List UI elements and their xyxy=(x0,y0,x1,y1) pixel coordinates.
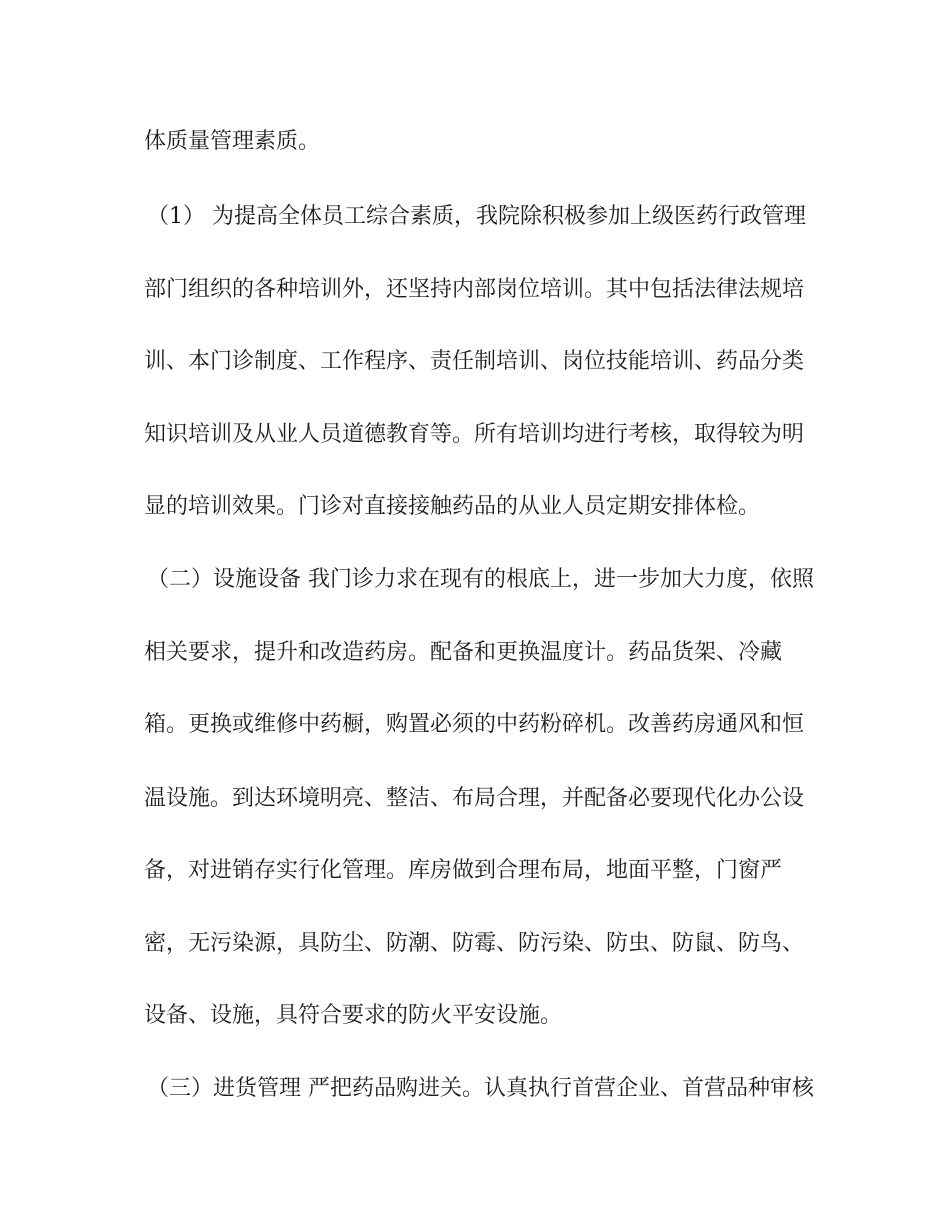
text-line: （1） 为提高全体员工综合素质，我院除积极参加上级医药行政管理 xyxy=(147,204,806,229)
text-line: 训、本门诊制度、工作程序、责任制培训、岗位技能培训、药品分类 xyxy=(144,349,805,374)
text-line: （二）设施设备 我门诊力求在现有的根底上，进一步加大力度，依照 xyxy=(147,567,814,592)
text-line: 部门组织的各种培训外，还坚持内部岗位培训。其中包括法律法规培 xyxy=(144,277,805,302)
text-line: （三）进货管理 严把药品购进关。认真执行首营企业、首营品种审核 xyxy=(147,1076,814,1101)
text-line: 箱。更换或维修中药橱，购置必须的中药粉碎机。改善药房通风和恒 xyxy=(144,712,805,737)
text-line: 体质量管理素质。 xyxy=(144,129,321,154)
text-line: 备，对进销存实行化管理。库房做到合理布局，地面平整，门窗严 xyxy=(144,858,783,883)
text-line: 设备、设施，具符合要求的防火平安设施。 xyxy=(144,1003,563,1028)
text-line: 温设施。到达环境明亮、整洁、布局合理，并配备必要现代化办公设 xyxy=(144,786,805,811)
text-line: 显的培训效果。门诊对直接接触药品的从业人员定期安排体检。 xyxy=(144,494,761,519)
text-line: 相关要求，提升和改造药房。配备和更换温度计。药品货架、冷藏 xyxy=(144,640,783,665)
text-line: 知识培训及从业人员道德教育等。所有培训均进行考核，取得较为明 xyxy=(144,422,805,447)
text-line: 密，无污染源，具防尘、防潮、防霉、防污染、防虫、防鼠、防鸟、 xyxy=(144,931,805,956)
